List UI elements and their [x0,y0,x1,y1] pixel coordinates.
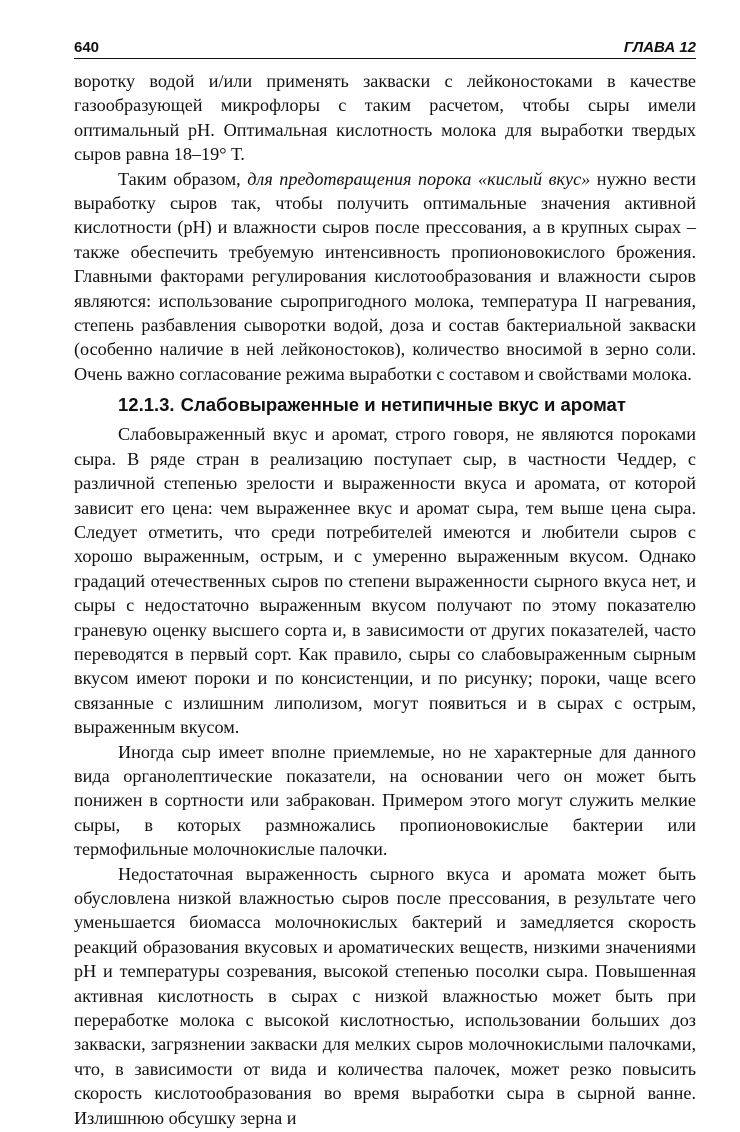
body-text [74,69,696,1130]
section-number: 12.1.3. [118,394,175,416]
chapter-label: ГЛАВА 12 [623,39,696,56]
paragraph-2 [74,167,696,387]
running-head [74,30,696,59]
section-heading [118,393,696,417]
paragraph-2-start: Таким образом, [118,168,248,189]
section-title: Слабовыраженные и нетипичные вкус и аромат [180,394,626,416]
book-page [74,30,696,1130]
paragraph-3: Слабовыраженный вкус и аромат, строго говоря, не являются пороками сыра. В ряде стран в реализацию поступает сыр, в частности Чеддер, с различной степенью зрелости и выраженности вкуса и аромата, от которой зависит его цена: чем выраженнее вкус и аромат сыра, тем выше цена сыра. Следует отметить, что среди потребителей имеются и любители сыров с хорошо выраженным, острым, и с умеренно выраженным вкусом. Однако градаций отечественных сыров по степени выраженности сырного вкуса нет, и сыры с недостаточно выраженным вкусом получают по этому показателю граневую оценку высшего сорта и, в зависимости от других показателей, часто переводятся в первый сорт. Как правило, сыры со слабовыраженным сырным вкусом имеют пороки и по консистенции, и по рисунку; пороки, чаще всего связанные с излишним липолизом, могут появиться и в сырах с острым, выраженным вкусом. [74,424,696,738]
page-number: 640 [74,39,100,56]
paragraph-2-rest: нужно вести выработку сыров так, чтобы получить оптимальные значения активной кислотности (pH) и влажности сыров после прессования, а в крупных сырах – также обеспечить требуемую интенсивность пропионовокислого брожения. Главными факторами регулирования кислотообразования и влажности сыров являются: использование сыропригодного молока, температура II нагревания, степень разбавления сыворотки водой, доза и состав бактериальной закваски (особенно наличие в ней лейконостоков), количество вносимой в зерно соли. Очень важно согласование режима выработки с составом и свойствами молока. [74,168,696,384]
paragraph-5: Недостаточная выраженность сырного вкуса и аромата может быть обусловлена низкой влажностью сыров после прессования, в результате чего уменьшается биомасса молочнокислых бактерий и замедляется скорость реакций образования вкусовых и ароматических веществ, низкими значениями pH и температуры созревания, высокой степенью посолки сыра. Повышенная активная кислотность в сырах с низкой влажностью может быть при переработке молока с высокой кислотностью, использовании больших доз закваски, загрязнении закваски для мелких сыров молочнокислыми палочками, что, в зависимости от вида и количества палочек, может резко повысить скорость кислотообразования во время выработки сыра в сырной ванне. Излишнюю обсушку зерна и [74,863,696,1128]
paragraph-2-emphasis: для предотвращения порока «кислый вкус» [247,168,591,189]
paragraph-1: воротку водой и/или применять закваски с лейконостоками в качестве газообразующей микрофлоры с таким расчетом, чтобы сыры имели оптимальный pH. Оптимальная кислотность молока для выработки твердых сыров равна 18–19° Т. [74,71,696,165]
paragraph-4: Иногда сыр имеет вполне приемлемые, но не характерные для данного вида органолептические показатели, на основании чего он может быть понижен в сортности или забракован. Примером этого могут служить мелкие сыры, в которых размножались пропионовокислые бактерии или термофильные молочнокислые палочки. [74,741,696,860]
